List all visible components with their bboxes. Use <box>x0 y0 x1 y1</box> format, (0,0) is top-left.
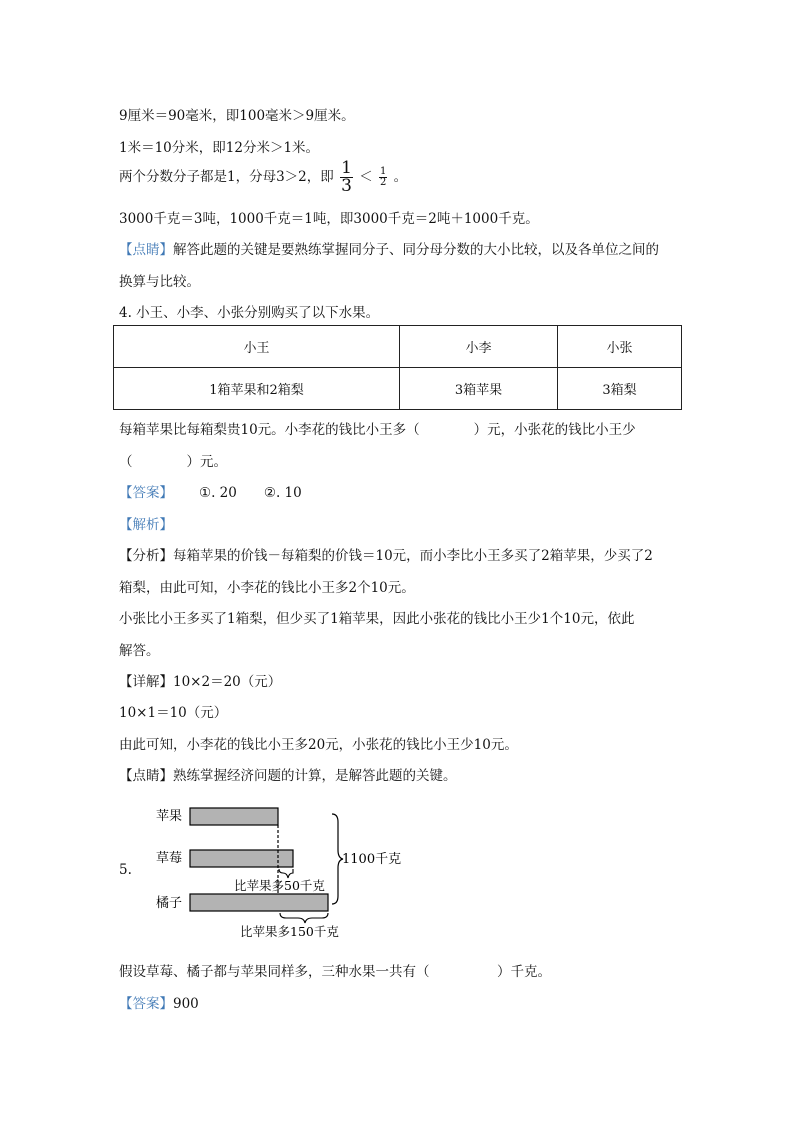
fenxi-tag: 【分析】 <box>119 548 173 564</box>
fraction-denominator: 3 <box>341 176 352 196</box>
table-header-row <box>114 326 682 368</box>
q4-detail-2: 10×1＝10（元） <box>119 705 228 721</box>
dianjing-text: 解答此题的关键是要熟练掌握同分子、同分母分数的大小比较，以及各单位之间的 <box>173 242 659 258</box>
bar-apple <box>190 808 278 825</box>
label-apple: 苹果 <box>156 809 183 824</box>
fruit-purchase-table <box>113 325 682 410</box>
q5-question: 假设草莓、橘子都与苹果同样多，三种水果一共有（ ）千克。 <box>119 964 551 980</box>
less-than-sign: ＜ <box>359 169 373 185</box>
table-cell: 3箱梨 <box>558 368 682 410</box>
q4-title: 4. 小王、小李、小张分别购买了以下水果。 <box>119 305 380 321</box>
fenxi-text: 每箱苹果的价钱－每箱梨的价钱＝10元，而小李比小王多买了2箱苹果，少买了2 <box>173 548 653 564</box>
fraction-text-suffix: 。 <box>393 169 408 185</box>
table-header-cell: 小李 <box>400 326 558 368</box>
q4-fenxi-3: 小张比小王多买了1箱梨，但少买了1箱苹果，因此小张花的钱比小王少1个10元，依此 <box>119 611 635 627</box>
q4-question-2: （ ）元。 <box>119 454 227 470</box>
detail-text: 10×2＝20（元） <box>173 674 282 690</box>
line-dianjing-2: 换算与比较。 <box>119 274 200 290</box>
q4-question-1: 每箱苹果比每箱梨贵10元。小李花的钱比小王多（ ）元，小张花的钱比小王少 <box>119 422 636 438</box>
fraction-denominator: 2 <box>380 177 387 188</box>
q4-fenxi-4: 解答。 <box>119 643 160 659</box>
label-total: 1100千克 <box>342 852 402 867</box>
dianjing-tag: 【点睛】 <box>119 242 173 258</box>
fraction-text-prefix: 两个分数分子都是1，分母3＞2，即 <box>119 169 334 185</box>
bar-orange <box>190 894 328 911</box>
table-header-cell: 小王 <box>114 326 400 368</box>
q5-answer <box>119 992 199 1012</box>
line-fraction-compare <box>119 160 407 195</box>
answer-text: ①. 20 ②. 10 <box>199 485 302 501</box>
label-strawberry: 草莓 <box>156 851 183 866</box>
table-cell: 1箱苹果和2箱梨 <box>114 368 400 410</box>
q5-number: 5. <box>119 862 132 878</box>
line-dianjing-1 <box>119 238 659 258</box>
fraction-one-third <box>340 160 353 195</box>
answer-text: 900 <box>173 996 199 1012</box>
fraction-numerator: 1 <box>380 166 387 177</box>
label-orange: 橘子 <box>156 896 183 911</box>
q4-answer <box>119 481 302 501</box>
line-m-dm: 1米＝10分米，即12分米＞1米。 <box>119 140 320 156</box>
table-cell: 3箱苹果 <box>400 368 558 410</box>
q4-fenxi-1 <box>119 544 653 564</box>
q4-detail-1 <box>119 670 281 690</box>
dianjing-tag: 【点睛】 <box>119 768 173 784</box>
q4-fenxi-2: 箱梨，由此可知，小李花的钱比小王多2个10元。 <box>119 580 415 596</box>
table-row <box>114 368 682 410</box>
table-header-cell: 小张 <box>558 326 682 368</box>
answer-tag: 【答案】 <box>119 996 173 1012</box>
brace-orange-diff <box>280 913 328 923</box>
brace-strawberry-diff <box>279 869 293 878</box>
label-diff-50: 比苹果多50千克 <box>234 878 325 893</box>
fraction-numerator: 1 <box>341 158 352 178</box>
dianjing-text: 熟练掌握经济问题的计算，是解答此题的关键。 <box>173 768 457 784</box>
q4-dianjing <box>119 764 457 784</box>
answer-tag: 【答案】 <box>119 485 173 501</box>
fruit-bar-diagram <box>150 800 410 945</box>
fraction-one-half <box>379 167 387 188</box>
label-diff-150: 比苹果多150千克 <box>240 924 339 939</box>
line-mm-cm: 9厘米＝90毫米，即100毫米＞9厘米。 <box>119 108 355 124</box>
detail-tag: 【详解】 <box>119 674 173 690</box>
q4-detail-3: 由此可知，小李花的钱比小王多20元，小张花的钱比小王少10元。 <box>119 737 518 753</box>
line-kg-ton: 3000千克＝3吨，1000千克＝1吨，即3000千克＝2吨＋1000千克。 <box>119 211 539 227</box>
analysis-tag: 【解析】 <box>119 517 173 533</box>
q4-analysis-heading <box>119 513 173 533</box>
